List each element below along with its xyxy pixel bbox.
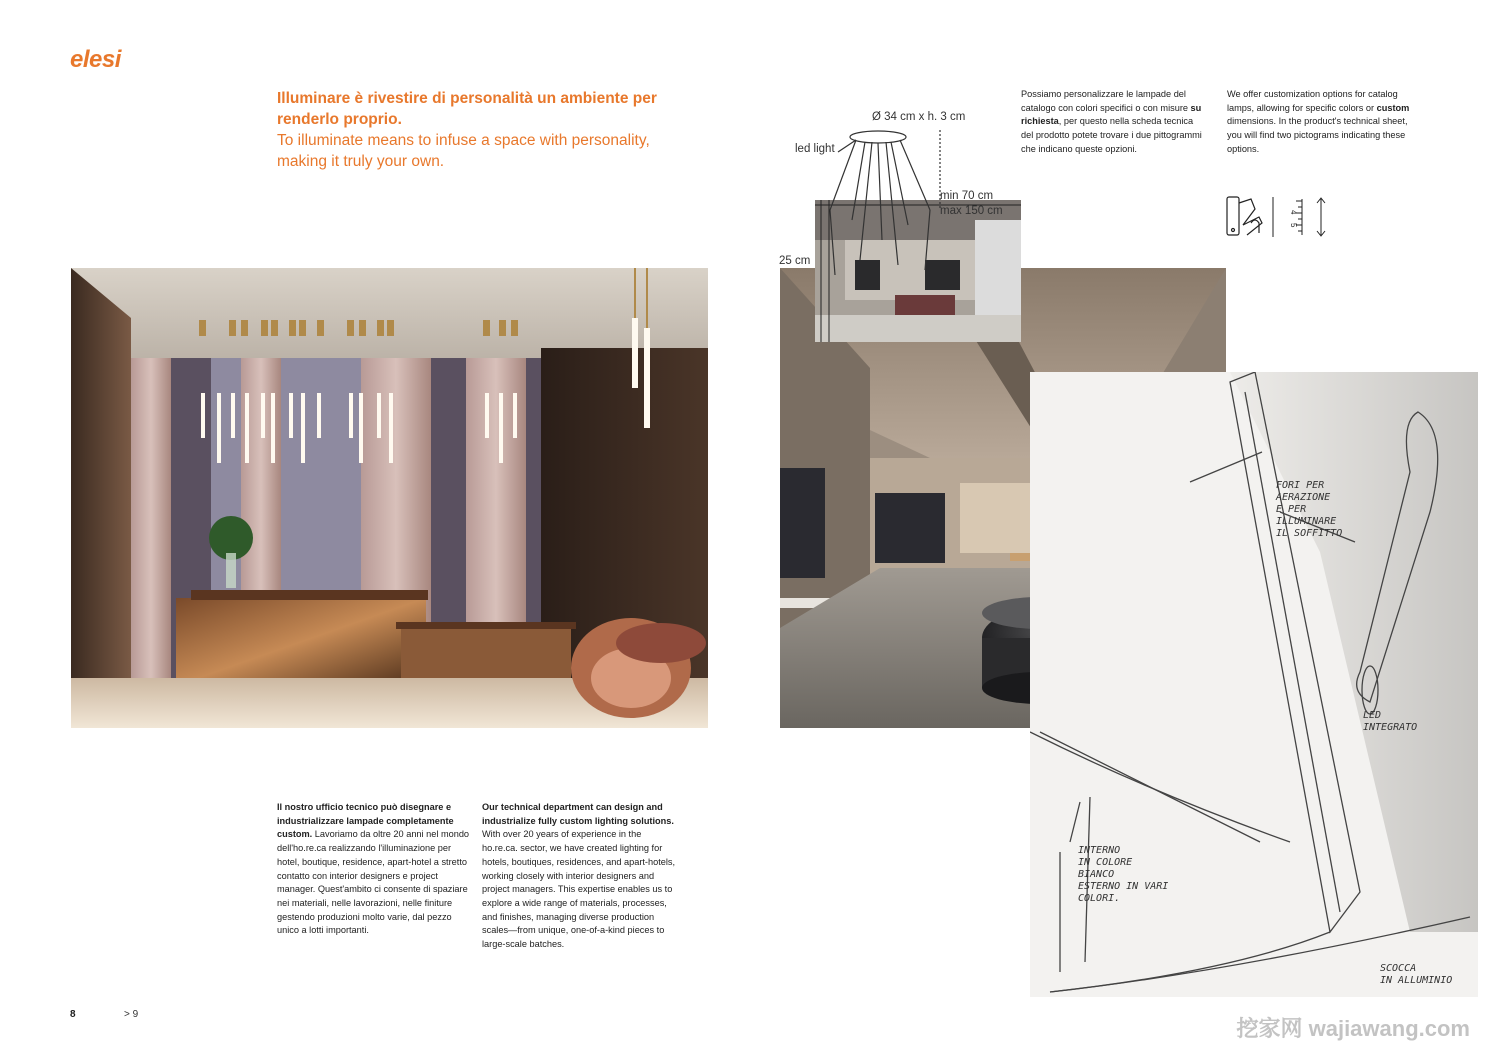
headline-english: To illuminate means to infuse a space with personality, making it truly your own. bbox=[277, 132, 650, 170]
body-text-italian: Il nostro ufficio tecnico può disegnare e industrializzare lampade completamente custom. Lavoriamo da oltre 20 anni nel mondo dell'ho.re.ca realizzando l'illuminazione per hotel, boutique, residence, apart-hotel a stretto contatto con interior designers e project manager. Quest'ambito ci consente di spaziare nei materiali, nelle lavorazioni, nelle finiture gestendo produzioni molto varie, dal pezzo unico a lotti importanti. bbox=[277, 802, 470, 936]
brand-logo: elesi bbox=[70, 46, 121, 73]
custom-measure-icon bbox=[1289, 198, 1325, 236]
headline bbox=[277, 88, 697, 172]
dimension-min-height: min 70 cm bbox=[940, 190, 994, 202]
sketch-note-led-integrated: LED INTEGRATO bbox=[1363, 710, 1418, 733]
page-number: 8 bbox=[70, 1009, 76, 1020]
watermark: 挖家网 wajiawang.com bbox=[1236, 1016, 1470, 1041]
headline-italian: Illuminare è rivestire di personalità un ambiente per renderlo proprio. bbox=[277, 90, 657, 128]
sketch-note-aeration: FORI PER AERAZIONE E PER ILLUMINARE IL SOFFITTO bbox=[1276, 480, 1343, 539]
body-text-english: Our technical department can design and industrialize fully custom lighting solutions. With over 20 years of experience in the ho.re.ca. sector, we have created lighting for hotels, boutiques, residences, and apart-hotels, working closely with interior designers and project managers. This expertise enables us to explore a wide range of materials, processes, and finishes, managing diverse production scales—from unique, one-of-a-kind pieces to large-scale batches. bbox=[482, 802, 676, 950]
dimension-diameter: Ø 34 cm x h. 3 cm bbox=[872, 111, 966, 123]
customization-text-italian: Possiamo personalizzare le lampade del catalogo con colori specifici o con misure su richiesta, per questo nella scheda tecnica del prodotto potete trovare i due pittogrammi che indicano queste opzioni. bbox=[1021, 89, 1202, 154]
dimension-max-height: max 150 cm bbox=[940, 205, 1003, 217]
dimension-led-light: led light bbox=[795, 143, 835, 155]
measure-mark-5: 5 bbox=[1289, 223, 1298, 228]
customization-pictograms bbox=[1225, 195, 1330, 239]
next-page-link[interactable]: > 9 bbox=[124, 1009, 139, 1020]
sketch-note-interior-color: INTERNO IN COLORE BIANCO ESTERNO IN VARI COLORI. bbox=[1078, 845, 1169, 904]
lamp-pencil-sketch bbox=[1030, 372, 1478, 997]
measure-mark-4: 4 bbox=[1289, 210, 1298, 215]
hotel-lobby-illustration bbox=[71, 268, 708, 728]
customization-text-english: We offer customization options for catalog lamps, allowing for specific colors or custom dimensions. In the product's technical sheet, you will find two pictograms indicating these options. bbox=[1227, 89, 1410, 154]
dimension-side: 25 cm bbox=[779, 255, 811, 267]
color-swatch-icon bbox=[1227, 197, 1262, 235]
sketch-note-aluminium-body: SCOCCA IN ALLUMINIO bbox=[1380, 963, 1453, 986]
hotel-lobby-photo bbox=[71, 268, 708, 728]
